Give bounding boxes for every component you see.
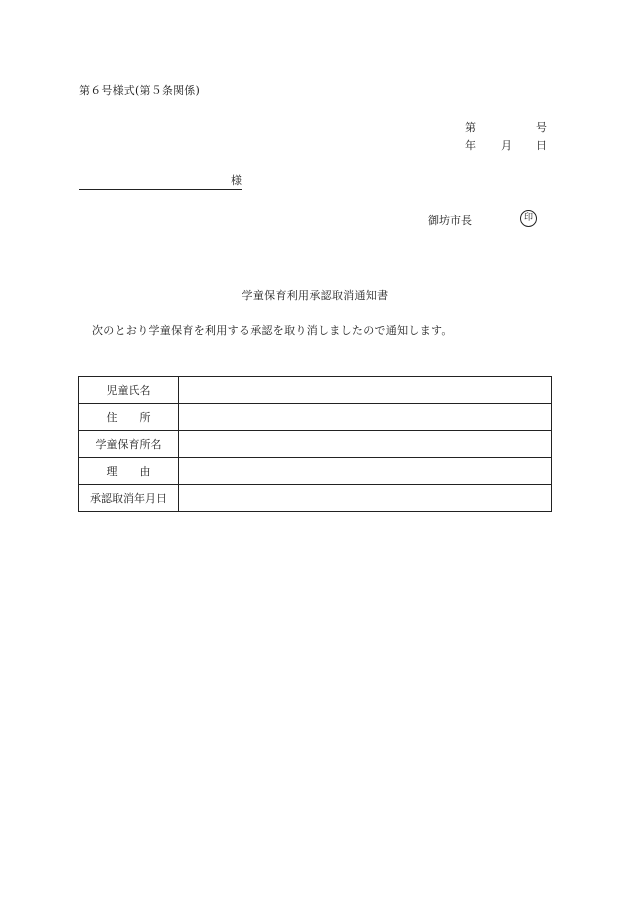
row-label: 児童氏名 — [79, 377, 179, 404]
document-number-date-block — [465, 119, 547, 155]
row-value-field[interactable] — [179, 485, 552, 512]
info-table — [78, 376, 552, 512]
row-label: 理 由 — [79, 458, 179, 485]
document-number-row — [465, 119, 547, 137]
row-value-field[interactable] — [179, 431, 552, 458]
row-value-field[interactable] — [179, 404, 552, 431]
row-label: 住 所 — [79, 404, 179, 431]
document-number-suffix: 号 — [536, 121, 547, 134]
row-value-field[interactable] — [179, 377, 552, 404]
table-row-child-name — [79, 377, 552, 404]
body-text: 次のとおり学童保育を利用する承認を取り消しましたので通知します。 — [92, 324, 453, 337]
table-row-facility-name — [79, 431, 552, 458]
table-row-cancel-date — [79, 485, 552, 512]
row-label: 承認取消年月日 — [79, 485, 179, 512]
issuer-block — [428, 212, 548, 230]
table-row-reason — [79, 458, 552, 485]
date-day-label: 日 — [536, 139, 547, 152]
document-number-prefix: 第 — [465, 121, 476, 134]
seal-mark: 印 — [520, 210, 537, 227]
date-row — [465, 137, 547, 155]
date-year-label: 年 — [465, 139, 476, 152]
issuer-name: 御坊市長 — [428, 214, 472, 227]
recipient-line — [79, 175, 242, 190]
document-title: 学童保育利用承認取消通知書 — [241, 289, 389, 302]
recipient-honorific: 様 — [231, 174, 242, 187]
row-label: 学童保育所名 — [79, 431, 179, 458]
table-row-address — [79, 404, 552, 431]
date-month-label: 月 — [501, 139, 512, 152]
row-value-field[interactable] — [179, 458, 552, 485]
form-number: 第６号様式(第５条関係) — [79, 84, 200, 97]
